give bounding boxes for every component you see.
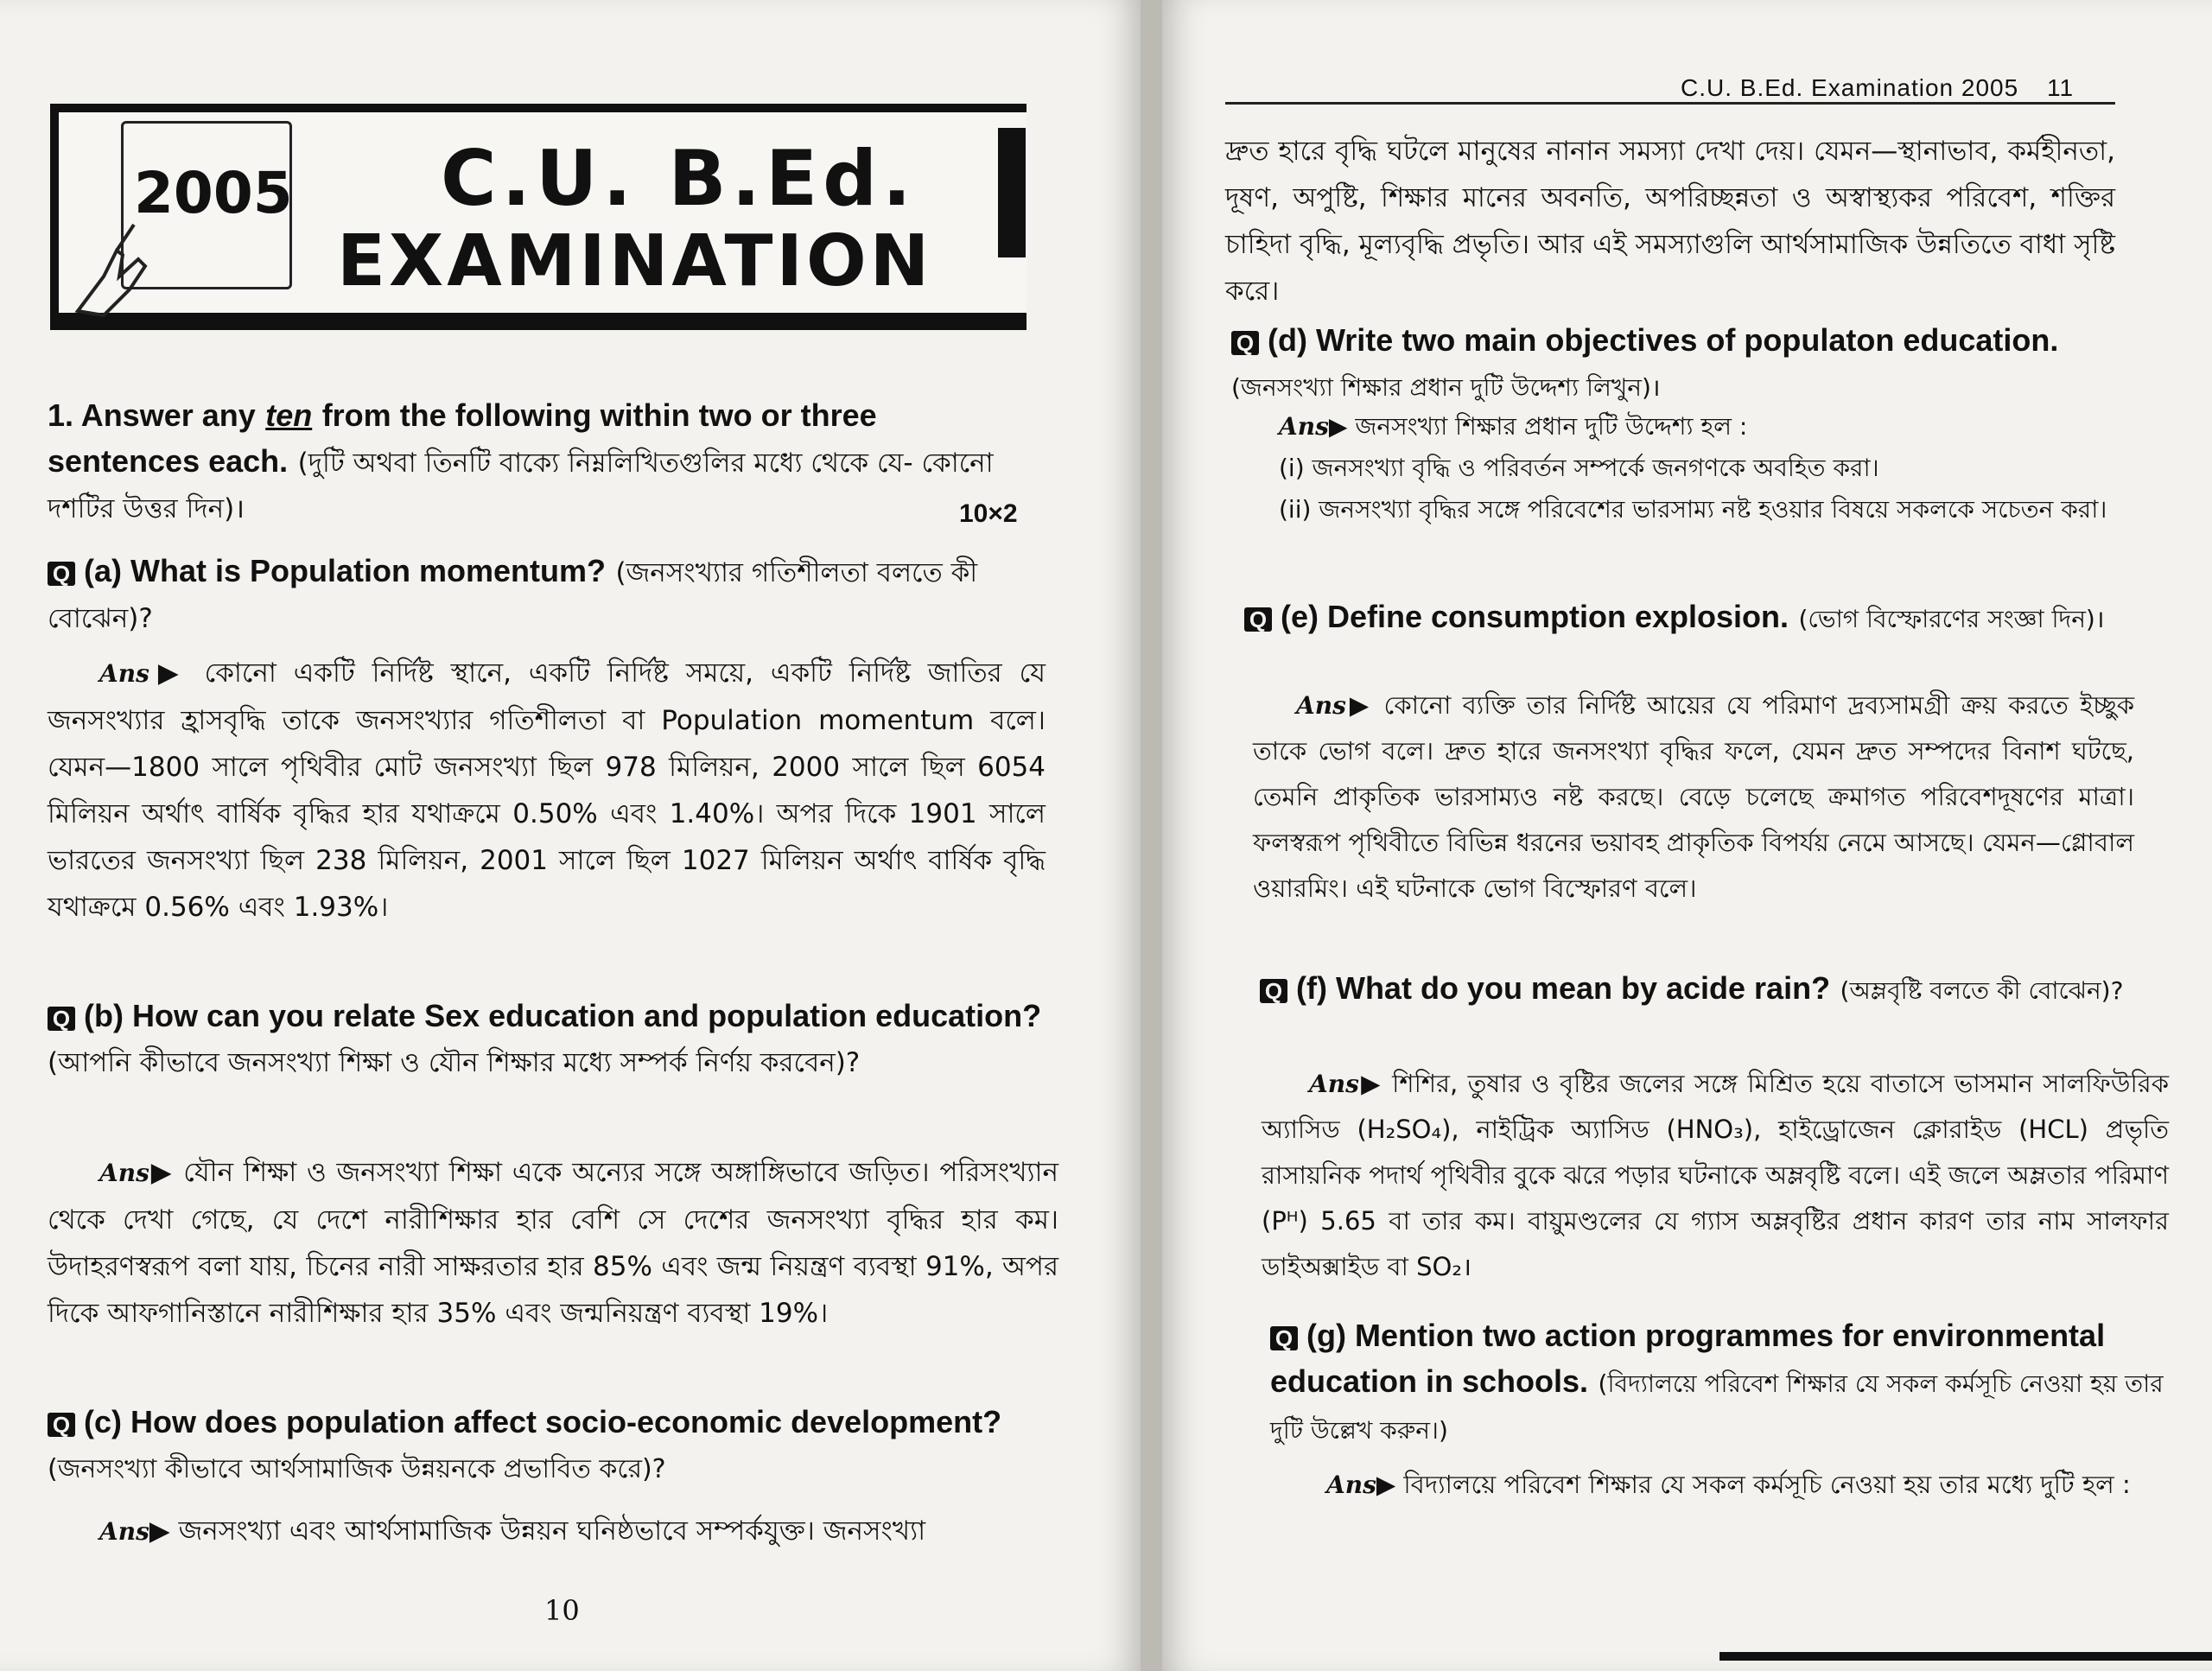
answer-arrow-icon: ▶ — [149, 1515, 170, 1547]
answer-f — [1262, 1061, 2169, 1290]
answer-e-text: কোনো ব্যক্তি তার নির্দিষ্ট আয়ের যে পরিমাণ দ্রব্যসামগ্রী ক্রয় করতে ইচ্ছুক তাকে ভোগ বলে। দ্রুত হারে জনসংখ্যা বৃদ্ধির ফলে, যেমন দ্রুত সম্পদের বিনাশ ঘটছে, তেমনি প্রাকৃতিক ভারসাম্যও নষ্ট করছে। বেড়ে চলেছে ক্রমাগত পরিবেশদূষণের মাত্রা। ফলস্বরূপ পৃথিবীতে বিভিন্ন ধরনের ভয়াবহ প্রাকৃতিক বিপর্যয় নেমে আসছে। যেমন—গ্লোবাল ওয়ারমিং। এই ঘটনাকে ভোগ বিস্ফোরণ বলে। — [1253, 690, 2134, 903]
question-c — [48, 1400, 1063, 1492]
answer-arrow-icon: ▶ — [1345, 690, 1373, 720]
running-head-title: C.U. B.Ed. Examination 2005 — [1681, 74, 2019, 101]
intro-en-ten: ten — [265, 397, 313, 433]
answer-b — [48, 1149, 1058, 1337]
answer-c-text: জনসংখ্যা এবং আর্থসামাজিক উন্নয়ন ঘনিষ্ঠভাবে সম্পর্কযুক্ত। জনসংখ্যা — [178, 1515, 926, 1547]
hand-icon — [69, 216, 173, 320]
answer-c — [48, 1508, 1067, 1555]
intro-bn: (দুটি অথবা তিনটি বাক্যে নিম্নলিখিতগুলির মধ্যে থেকে যে- কোনো দশটির উত্তর দিন)। — [48, 448, 994, 524]
question-f-en: (f) What do you mean by acide rain? — [1296, 970, 1831, 1006]
question-icon: Q — [48, 562, 75, 586]
answer-arrow-icon: ▶ — [1376, 1470, 1396, 1499]
book-gutter — [1141, 0, 1162, 1671]
question-b-bn: (আপনি কীভাবে জনসংখ্যা শিক্ষা ও যৌন শিক্ষার মধ্যে সম্পর্ক নির্ণয় করবেন)? — [48, 1047, 861, 1078]
question-g-en: (g) Mention two action programmes for environmental education in schools. — [1270, 1318, 2106, 1399]
page-bottom-rule — [1719, 1652, 2212, 1661]
answer-e — [1253, 683, 2134, 912]
question-icon: Q — [1260, 979, 1287, 1003]
question-f — [1260, 966, 2158, 1013]
header-bar — [998, 128, 1026, 257]
question-e — [1244, 594, 2134, 642]
answer-d — [1279, 406, 2134, 531]
answer-arrow-icon: ▶ — [149, 1157, 174, 1188]
question-icon: Q — [1231, 331, 1259, 355]
intro-en-1: 1. Answer any — [48, 397, 256, 433]
running-head — [1681, 74, 2074, 102]
answer-tag: Ans — [1309, 1070, 1359, 1098]
question-icon: Q — [48, 1413, 75, 1437]
page-number-left: 10 — [544, 1594, 580, 1627]
answer-tag: Ans — [99, 1517, 149, 1546]
header-title-line2: EXAMINATION — [337, 220, 933, 302]
answer-arrow-icon: ▶ — [1328, 412, 1348, 441]
question-f-bn: (অম্লবৃষ্টি বলতে কী বোঝেন)? — [1840, 976, 2124, 1005]
question-d — [1231, 318, 2126, 410]
answer-a-text: কোনো একটি নির্দিষ্ট স্থানে, একটি নির্দিষ্ট সময়ে, একটি নির্দিষ্ট জাতির যে জনসংখ্যার হ্রাসবৃদ্ধি তাকে জনসংখ্যার গতিশীলতা বা Population momentum বলে। যেমন—1800 সালে পৃথিবীর মোট জনসংখ্যা ছিল 978 মিলিয়ন, 2000 সালে ছিল 6054 মিলিয়ন অর্থাৎ বার্ষিক বৃদ্ধির হার যথাক্রমে 0.50% এবং 1.40%। অপর দিকে 1901 সালে ভারতের জনসংখ্যা ছিল 238 মিলিয়ন, 2001 সালে ছিল 1027 মিলিয়ন অর্থাৎ বার্ষিক বৃদ্ধি যথাক্রমে 0.56% এবং 1.93%। — [48, 658, 1046, 923]
answer-g — [1279, 1460, 2177, 1509]
answer-tag: Ans — [99, 1159, 149, 1187]
answer-tag: Ans — [1296, 691, 1346, 720]
answer-arrow-icon: ▶ — [1358, 1069, 1382, 1098]
question-g-bn: (বিদ্যালয়ে পরিবেশ শিক্ষার যে সকল কর্মসূচি নেওয়া হয় তার দুটি উল্লেখ করুন।) — [1270, 1369, 2164, 1445]
question-intro — [48, 393, 1033, 531]
answer-g-text: বিদ্যালয়ে পরিবেশ শিক্ষার যে সকল কর্মসূচি নেওয়া হয় তার মধ্যে দুটি হল : — [1403, 1470, 2131, 1499]
answer-tag: Ans — [1279, 412, 1329, 441]
answer-d-point: (i) জনসংখ্যা বৃদ্ধি ও পরিবর্তন সম্পর্কে জনগণকে অবহিত করা। — [1279, 454, 1879, 482]
running-head-rule — [1225, 102, 2115, 105]
question-icon: Q — [1244, 607, 1272, 632]
continuation-text: দ্রুত হারে বৃদ্ধি ঘটলে মানুষের নানান সমস্যা দেখা দেয়। যেমন—স্থানাভাব, কর্মহীনতা, দূষণ, অপুষ্টি, শিক্ষার মানের অবনতি, অপরিচ্ছন্নতা ও অস্বাস্থ্যকর পরিবেশ, শক্তির চাহিদা বৃদ্ধি, মূল্যবৃদ্ধি প্রভৃতি। আর এই সমস্যাগুলি আর্থসামাজিক উন্নতিতে বাধা সৃষ্টি করে। — [1225, 136, 2115, 307]
answer-f-text: শিশির, তুষার ও বৃষ্টির জলের সঙ্গে মিশ্রিত হয়ে বাতাসে ভাসমান সালফিউরিক অ্যাসিড (H₂SO₄), নাইট্রিক অ্যাসিড (HNO₃), হাইড্রোজেন ক্লোরাইড (HCL) প্রভৃতি রাসায়নিক পদার্থ পৃথিবীর বুকে ঝরে পড়ার ঘটনাকে অম্লবৃষ্টি বলে। এই জলে অম্লতার পরিমাণ (Pᴴ) 5.65 বা তার কম। বায়ুমণ্ডলের যে গ্যাস অম্লবৃষ্টির প্রধান কারণ তার নাম সালফার ডাইঅক্সাইড বা SO₂। — [1262, 1069, 2169, 1281]
answer-b-text: যৌন শিক্ষা ও জনসংখ্যা শিক্ষা একে অন্যের সঙ্গে অঙ্গাঙ্গিভাবে জড়িত। পরিসংখ্যান থেকে দেখা গেছে, যে দেশে নারীশিক্ষার হার বেশি সে দেশের জনসংখ্যা বৃদ্ধির হার কম। উদাহরণস্বরূপ বলা যায়, চিনের নারী সাক্ষরতার হার 85% এবং জন্ম নিয়ন্ত্রণ ব্যবস্থা 91%, অপর দিকে আফগানিস্তানে নারীশিক্ষার হার 35% এবং জন্মনিয়ন্ত্রণ ব্যবস্থা 19%। — [48, 1157, 1058, 1329]
question-e-bn: (ভোগ বিস্ফোরণের সংজ্ঞা দিন)। — [1798, 605, 2105, 633]
question-b — [48, 994, 1050, 1085]
answer-tag: Ans — [1326, 1471, 1376, 1499]
answer-d-intro-text: জনসংখ্যা শিক্ষার প্রধান দুটি উদ্দেশ্য হল : — [1355, 412, 1748, 441]
question-d-bn: (জনসংখ্যা শিক্ষার প্রধান দুটি উদ্দেশ্য লিখুন)। — [1231, 373, 1661, 402]
answer-a — [48, 650, 1046, 931]
header-year: 2005 — [134, 160, 293, 226]
question-a-bn: (জনসংখ্যার গতিশীলতা বলতে কী বোঝেন)? — [48, 557, 978, 634]
question-a-en: (a) What is Population momentum? — [84, 553, 606, 588]
question-icon: Q — [1270, 1326, 1298, 1350]
marks: 10×2 — [959, 499, 1018, 528]
header-title-line1: C.U. B.Ed. — [441, 134, 917, 223]
question-icon: Q — [48, 1007, 75, 1031]
question-g — [1270, 1313, 2177, 1453]
question-d-en: (d) Write two main objectives of populaton education. — [1268, 322, 2059, 358]
answer-d-intro — [1279, 406, 2134, 448]
question-c-bn: (জনসংখ্যা কীভাবে আর্থসামাজিক উন্নয়নকে প্রভাবিত করে)? — [48, 1454, 666, 1484]
answer-arrow-icon: ▶ — [149, 658, 188, 689]
answer-tag: Ans — [99, 659, 149, 688]
question-e-en: (e) Define consumption explosion. — [1281, 599, 1789, 634]
intro-en-2: from the following within two or three sentences each. — [48, 397, 877, 479]
answer-d-point: (ii) জনসংখ্যা বৃদ্ধির সঙ্গে পরিবেশের ভারসাম্য নষ্ট হওয়ার বিষয়ে সকলকে সচেতন করা। — [1279, 495, 2107, 524]
question-a — [48, 549, 1033, 641]
question-b-en: (b) How can you relate Sex education and population education? — [84, 998, 1042, 1033]
page-number-right: 11 — [2046, 74, 2075, 101]
header-rule — [50, 313, 1027, 330]
question-c-en: (c) How does population affect socio-economic development? — [84, 1404, 1002, 1439]
